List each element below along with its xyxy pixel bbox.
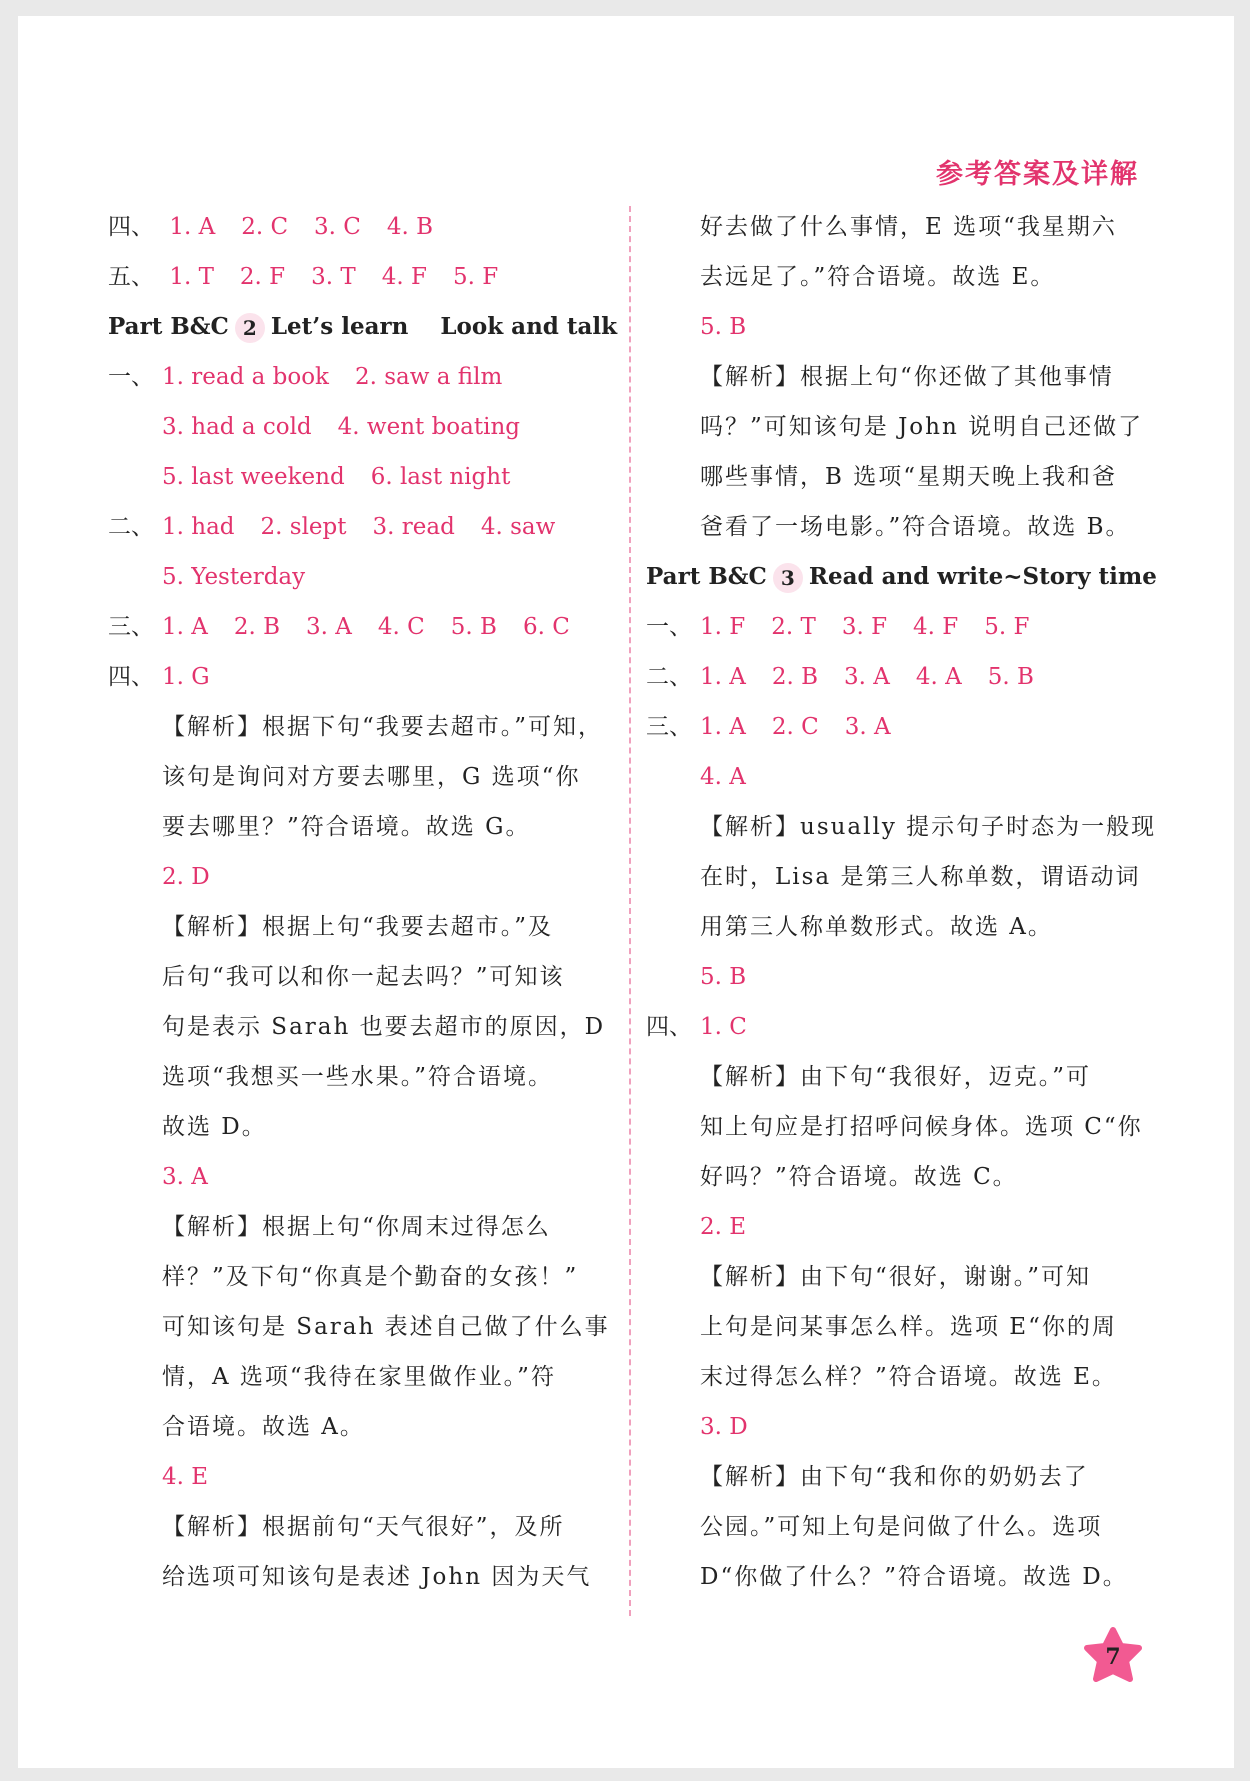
part-2-heading: Part B&C 2 Let’s learn Look and talk	[108, 302, 628, 352]
section-4-answers: 四、 1. A 2. C 3. C 4. B	[108, 214, 434, 240]
explanation-line: 选项“我想买一些水果。”符合语境。	[162, 1064, 554, 1090]
explanation-line: 句是表示 Sarah 也要去超市的原因，D	[162, 1014, 606, 1040]
explanation-line: 【解析】由下句“我很好，迈克。”可	[700, 1064, 1092, 1090]
answer-line: 4. A	[700, 764, 746, 790]
explanation-line: D“你做了什么？”符合语境。故选 D。	[700, 1564, 1128, 1590]
page-header-title: 参考答案及详解	[936, 159, 1139, 190]
p2-section-4-answer-1: 四、 1. G	[108, 664, 210, 690]
section-5-answers: 五、 1. T 2. F 3. T 4. F 5. F	[108, 264, 499, 290]
explanation-line: 好吗？”符合语境。故选 C。	[700, 1164, 1018, 1190]
p2-section-1-row-2: 3. had a cold 4. went boating	[162, 414, 520, 440]
explanation-line: 爸看了一场电影。”符合语境。故选 B。	[700, 514, 1131, 540]
answer-page	[18, 16, 1234, 1768]
explanation-line: 该句是询问对方要去哪里，G 选项“你	[162, 764, 581, 790]
p2-section-1-row-3: 5. last weekend 6. last night	[162, 464, 511, 490]
explanation-line: 【解析】usually 提示句子时态为一般现	[700, 814, 1157, 840]
p2-section-2-row-1: 二、 1. had 2. slept 3. read 4. saw	[108, 514, 556, 540]
explanation-line: 【解析】根据前句“天气很好”，及所	[162, 1514, 565, 1540]
column-divider	[629, 206, 631, 1616]
explanation-line: 去远足了。”符合语境。故选 E。	[700, 264, 1056, 290]
p3-section-3-answers: 三、 1. A 2. C 3. A	[646, 714, 891, 740]
page-number: 7	[1105, 1644, 1121, 1670]
explanation-line: 【解析】由下句“很好，谢谢。”可知	[700, 1264, 1092, 1290]
explanation-line: 情，A 选项“我待在家里做作业。”符	[162, 1364, 556, 1390]
explanation-line: 要去哪里？”符合语境。故选 G。	[162, 814, 531, 840]
part-number-badge: 2	[235, 313, 265, 343]
p3-section-2-answers: 二、 1. A 2. B 3. A 4. A 5. B	[646, 664, 1034, 690]
explanation-line: 上句是问某事怎么样。选项 E“你的周	[700, 1314, 1117, 1340]
explanation-line: 在时，Lisa 是第三人称单数，谓语动词	[700, 864, 1141, 890]
answer-line: 3. A	[162, 1164, 208, 1190]
answer-line: 3. D	[700, 1414, 748, 1440]
explanation-line: 【解析】由下句“我和你的奶奶去了	[700, 1464, 1089, 1490]
explanation-line: 末过得怎么样？”符合语境。故选 E。	[700, 1364, 1117, 1390]
explanation-line: 知上句应是打招呼问候身体。选项 C“你	[700, 1114, 1143, 1140]
explanation-line: 公园。”可知上句是问做了什么。选项	[700, 1514, 1103, 1540]
p3-section-4-answer-1: 四、 1. C	[646, 1014, 747, 1040]
explanation-line: 故选 D。	[162, 1114, 267, 1140]
explanation-line: 哪些事情，B 选项“星期天晚上我和爸	[700, 464, 1117, 490]
explanation-line: 吗？”可知该句是 John 说明自己还做了	[700, 414, 1144, 440]
explanation-line: 【解析】根据上句“我要去超市。”及	[162, 914, 554, 940]
left-column	[108, 202, 628, 1602]
p3-section-1-answers: 一、 1. F 2. T 3. F 4. F 5. F	[646, 614, 1030, 640]
right-column	[646, 202, 1166, 1602]
explanation-line: 可知该句是 Sarah 表述自己做了什么事	[162, 1314, 610, 1340]
explanation-line: 好去做了什么事情，E 选项“我星期六	[700, 214, 1117, 240]
answer-line: 2. D	[162, 864, 210, 890]
explanation-line: 样？”及下句“你真是个勤奋的女孩！”	[162, 1264, 579, 1290]
explanation-line: 【解析】根据上句“你周末过得怎么	[162, 1214, 551, 1240]
answer-line: 2. E	[700, 1214, 747, 1240]
answer-line: 5. B	[700, 964, 747, 990]
explanation-line: 合语境。故选 A。	[162, 1414, 365, 1440]
explanation-line: 【解析】根据上句“你还做了其他事情	[700, 364, 1114, 390]
part-3-heading: Part B&C 3 Read and write~Story time	[646, 552, 1166, 602]
answer-line: 5. B	[700, 314, 747, 340]
answer-line: 4. E	[162, 1464, 209, 1490]
explanation-line: 【解析】根据下句“我要去超市。”可知，	[162, 714, 604, 740]
p2-section-2-row-2: 5. Yesterday	[162, 564, 306, 590]
explanation-line: 后句“我可以和你一起去吗？”可知该	[162, 964, 565, 990]
p2-section-1-row-1: 一、 1. read a book 2. saw a film	[108, 364, 503, 390]
explanation-line: 用第三人称单数形式。故选 A。	[700, 914, 1053, 940]
p2-section-3-answers: 三、 1. A 2. B 3. A 4. C 5. B 6. C	[108, 614, 570, 640]
page-number-badge	[1080, 1626, 1146, 1692]
explanation-line: 给选项可知该句是表述 John 因为天气	[162, 1564, 592, 1590]
part-number-badge: 3	[773, 563, 803, 593]
